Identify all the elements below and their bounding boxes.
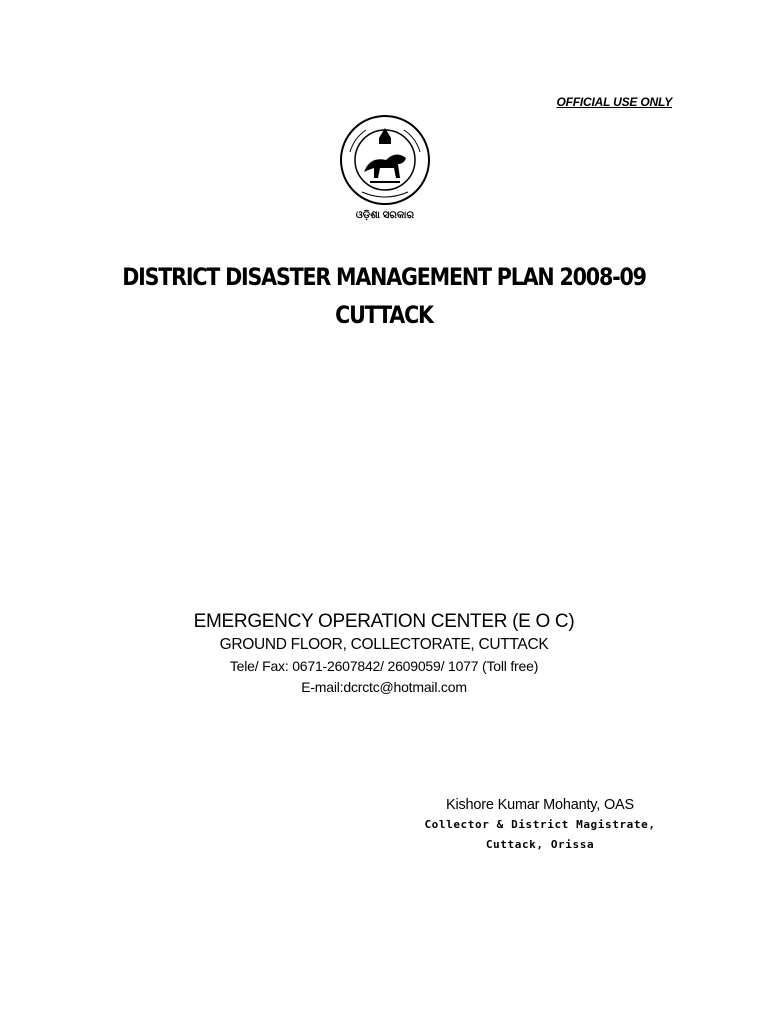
eoc-address: GROUND FLOOR, COLLECTORATE, CUTTACK — [219, 636, 549, 653]
title-line-main: DISTRICT DISASTER MANAGEMENT PLAN 2008-09 — [122, 263, 646, 291]
odisha-government-emblem-icon — [330, 112, 440, 208]
signatory-location: Cuttack, Orissa — [485, 838, 595, 851]
signatory-designation: Collector & District Magistrate, — [424, 818, 656, 831]
classification-label: OFFICIAL USE ONLY — [556, 95, 672, 109]
emblem-caption: ଓଡ଼ିଶା ସରକାର — [355, 210, 415, 221]
eoc-phone: Tele/ Fax: 0671-2607842/ 2609059/ 1077 (Toll free) — [229, 658, 539, 674]
eoc-title: EMERGENCY OPERATION CENTER (E O C) — [193, 611, 575, 632]
eoc-email: E-mail:dcrctc@hotmail.com — [301, 679, 467, 695]
signatory-block — [400, 795, 680, 855]
eoc-section — [0, 610, 768, 698]
document-title — [0, 258, 768, 334]
emblem — [330, 112, 440, 230]
signatory-name: Kishore Kumar Mohanty, OAS — [446, 797, 634, 813]
title-line-district: CUTTACK — [335, 301, 433, 329]
